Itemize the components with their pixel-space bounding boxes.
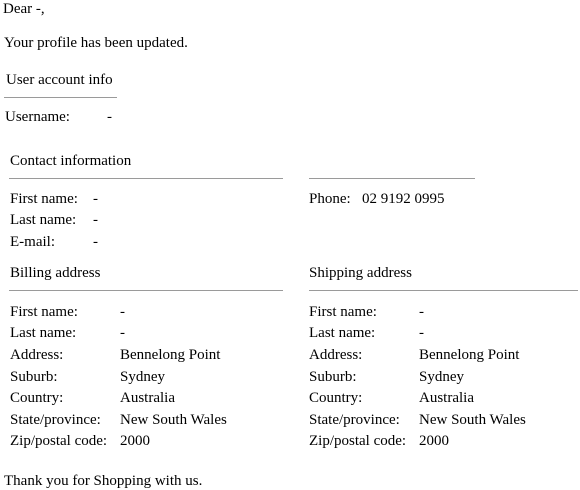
shipping-suburb-label: Suburb: [309,369,357,385]
shipping-heading: Shipping address [309,265,412,281]
user-account-divider [4,97,117,98]
contact-email-label: E-mail: [10,234,55,250]
billing-state-value: New South Wales [120,412,227,428]
billing-suburb-label: Suburb: [10,369,58,385]
billing-address-label: Address: [10,347,64,363]
shipping-suburb-value: Sydney [419,369,464,385]
closing-message: Thank you for Shopping with us. [4,473,203,489]
phone-divider [309,178,475,179]
contact-first-name-label: First name: [10,191,78,207]
contact-first-name-value: - [93,191,98,207]
billing-divider [9,290,283,291]
greeting: Dear -, [3,1,45,17]
contact-phone-value: 02 9192 0995 [362,191,445,207]
billing-address-value: Bennelong Point [120,347,221,363]
shipping-address-value: Bennelong Point [419,347,520,363]
billing-state-label: State/province: [10,412,101,428]
contact-heading: Contact information [10,153,132,169]
user-account-heading: User account info [6,72,113,88]
username-label: Username: [5,109,70,125]
shipping-last-name-value: - [419,325,424,341]
billing-country-label: Country: [10,390,64,406]
contact-email-value: - [93,234,98,250]
shipping-first-name-label: First name: [309,304,377,320]
billing-heading: Billing address [10,265,101,281]
shipping-state-value: New South Wales [419,412,526,428]
username-value: - [107,109,112,125]
shipping-first-name-value: - [419,304,424,320]
billing-zip-value: 2000 [120,433,150,449]
shipping-country-value: Australia [419,390,474,406]
shipping-country-label: Country: [309,390,363,406]
billing-zip-label: Zip/postal code: [10,433,108,449]
billing-last-name-label: Last name: [10,325,77,341]
shipping-last-name-label: Last name: [309,325,376,341]
shipping-divider [309,290,578,291]
billing-suburb-value: Sydney [120,369,165,385]
shipping-address-label: Address: [309,347,363,363]
billing-first-name-label: First name: [10,304,78,320]
shipping-zip-value: 2000 [419,433,449,449]
shipping-state-label: State/province: [309,412,400,428]
contact-phone-label: Phone: [309,191,351,207]
billing-country-value: Australia [120,390,175,406]
shipping-zip-label: Zip/postal code: [309,433,407,449]
billing-first-name-value: - [120,304,125,320]
contact-last-name-label: Last name: [10,212,77,228]
contact-divider [9,178,283,179]
contact-last-name-value: - [93,212,98,228]
update-message: Your profile has been updated. [4,35,188,51]
billing-last-name-value: - [120,325,125,341]
